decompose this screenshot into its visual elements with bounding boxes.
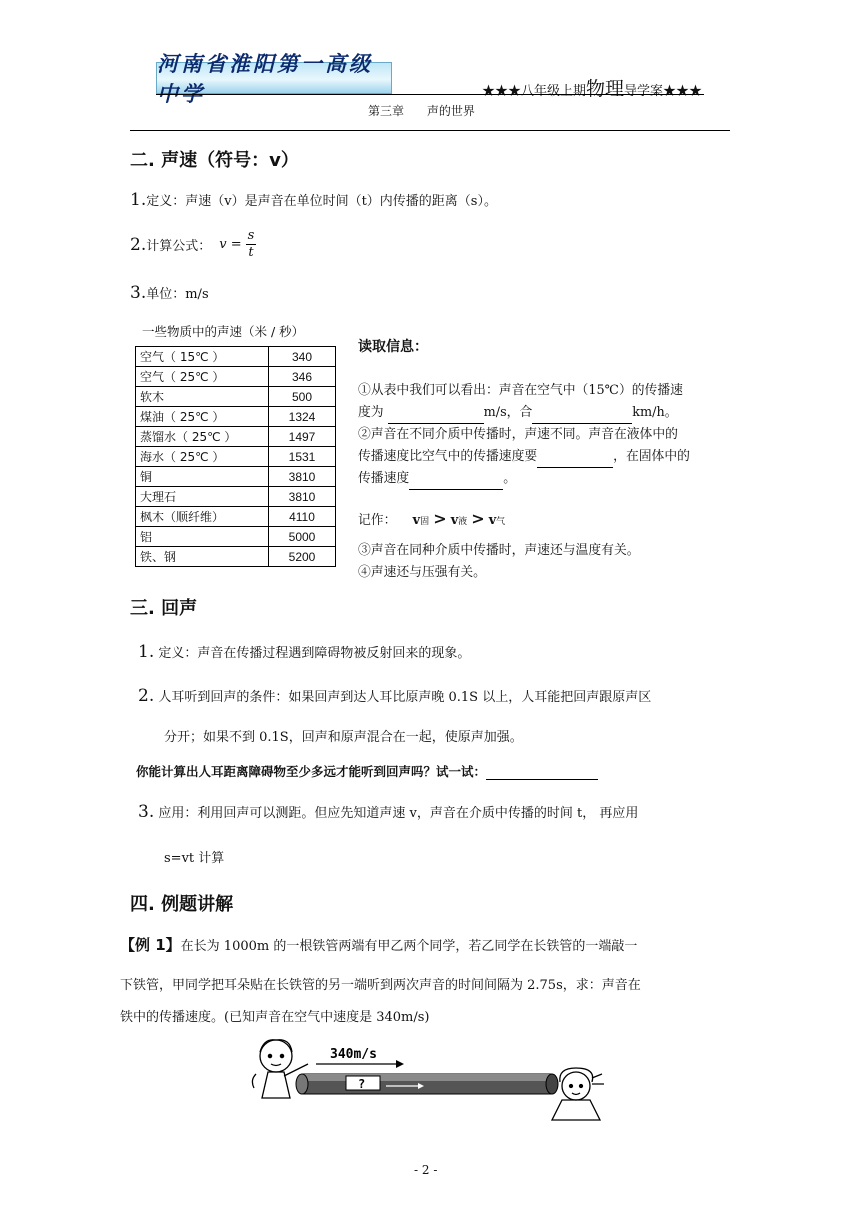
s2-item-3-num: 3. (130, 283, 147, 303)
reading-p3-pre: 传播速度 (358, 471, 410, 486)
header-subject: 物理 (586, 78, 625, 100)
medium-cell: 大理石 (136, 487, 269, 507)
speed-cell: 1531 (269, 447, 336, 467)
speed-table-row (136, 547, 336, 567)
s2-item-1-num: 1. (130, 190, 147, 210)
fig-air-speed: 340m/s (330, 1047, 377, 1062)
blank-air-speed-ms[interactable] (388, 409, 484, 424)
speed-table-row (136, 487, 336, 507)
speed-table-row (136, 447, 336, 467)
example-1-label: 【例 1】 (120, 936, 181, 954)
speed-table-row (136, 427, 336, 447)
speed-cell: 5000 (269, 527, 336, 547)
speed-cell: 346 (269, 367, 336, 387)
s2-item-2 (130, 228, 256, 261)
note-gt-1: > (433, 509, 447, 528)
note-liquid: 液 (458, 517, 468, 527)
speed-table-row (136, 367, 336, 387)
speed-table-row (136, 467, 336, 487)
s3-item-3-cont: s=vt 计算 (164, 851, 225, 866)
s3-item-3-num: 3. (138, 802, 155, 822)
example-1-text-a: 在长为 1000m 的一根铁管两端有甲乙两个同学，若乙同学在长铁管的一端敲一 (180, 939, 638, 954)
note-gt-2: > (471, 509, 485, 528)
note-gas: 气 (496, 517, 506, 527)
example-figure (246, 1034, 616, 1124)
formula-fraction (246, 228, 257, 261)
s3-question (136, 762, 598, 780)
header-course-prefix: ★★★八年级上期 (482, 84, 587, 99)
speed-table-row (136, 387, 336, 407)
example-1-line-a (120, 934, 637, 955)
reading-p3 (358, 468, 734, 490)
medium-cell: 蒸馏水（ 25℃ ） (136, 427, 269, 447)
s2-item-3 (130, 283, 209, 303)
chapter-title: 声的世界 (426, 104, 475, 118)
reading-p1a: ①从表中我们可以看出：声音在空气中（15℃）的传播速 (358, 383, 683, 398)
reading-tail (358, 540, 734, 584)
formula-denominator: t (248, 245, 254, 260)
medium-cell: 铜 (136, 467, 269, 487)
medium-cell: 空气（ 25℃ ） (136, 367, 269, 387)
medium-cell: 煤油（ 25℃ ） (136, 407, 269, 427)
reading-p1b-pre: 度为 (358, 405, 384, 420)
s3-item-2 (138, 686, 651, 706)
header-rule (130, 130, 730, 131)
section-2-title: 二. 声速（符号：v） (130, 150, 299, 171)
reading-title: 读取信息： (358, 339, 428, 355)
reading-p4: ③声音在同种介质中传播时，声速还与温度有关。 (358, 543, 640, 558)
blank-liquid-compare[interactable] (537, 453, 613, 468)
note-v-solid: v (412, 513, 421, 528)
s3-item-2-cont: 分开；如果不到 0.1S，回声和原声混合在一起，使原声加强。 (164, 730, 523, 745)
blank-solid-compare[interactable] (409, 475, 503, 490)
speed-table-row (136, 507, 336, 527)
reading-p5: ④声速还与压强有关。 (358, 565, 486, 580)
medium-cell: 软木 (136, 387, 269, 407)
reading-p1b-mid: m/s，合 (483, 405, 533, 420)
speed-cell: 4110 (269, 507, 336, 527)
formula-lhs: v = (219, 237, 242, 252)
section-4-title: 四. 例题讲解 (130, 894, 234, 915)
speed-cell: 3810 (269, 487, 336, 507)
medium-cell: 铝 (136, 527, 269, 547)
speed-table-row (136, 527, 336, 547)
medium-cell: 海水（ 25℃ ） (136, 447, 269, 467)
example-1-line-b: 下铁管，甲同学把耳朵贴在长铁管的另一端听到两次声音的时间间隔为 2.75s，求：声音在 (120, 978, 641, 993)
reading-p2b-pre: 传播速度比空气中的传播速度要 (358, 449, 538, 464)
speed-cell: 3810 (269, 467, 336, 487)
note-v-liquid: v (450, 513, 459, 528)
reading-p1b-end: km/h。 (632, 405, 678, 420)
header-course (482, 74, 702, 101)
student-right-illustration (552, 1068, 604, 1120)
medium-cell: 枫木（顺纤维） (136, 507, 269, 527)
reading-p2b (358, 446, 734, 468)
s3-item-1-text: 定义：声音在传播过程遇到障碍物被反射回来的现象。 (158, 646, 471, 661)
s3-question-text: 你能计算出人耳距离障碍物至少多远才能听到回声吗？试一试： (136, 764, 487, 779)
chapter-line (368, 102, 475, 119)
speed-table-row (136, 407, 336, 427)
speed-table-wrap (135, 346, 336, 567)
page-number: - 2 - (414, 1163, 438, 1177)
note-label: 记作： (358, 513, 397, 528)
s2-item-1 (130, 190, 497, 210)
s3-item-1-num: 1. (138, 642, 155, 662)
s3-item-2-text-a: 人耳听到回声的条件：如果回声到达人耳比原声晚 0.1S 以上，人耳能把回声跟原声区 (158, 690, 652, 705)
s2-item-2-num: 2. (130, 234, 147, 255)
air-arrow-head (396, 1060, 404, 1068)
blank-air-speed-kmh[interactable] (532, 409, 632, 424)
speed-cell: 340 (269, 347, 336, 367)
formula-numerator: s (247, 228, 255, 243)
example-1-line-c: 铁中的传播速度。(已知声音在空气中速度是 340m/s) (120, 1010, 430, 1025)
medium-cell: 空气（ 15℃ ） (136, 347, 269, 367)
speed-cell: 5200 (269, 547, 336, 567)
reading-p1b (358, 402, 734, 424)
fig-pipe-label: ? (358, 1077, 366, 1091)
reading-note (358, 508, 734, 533)
s3-item-1 (138, 642, 470, 662)
s3-item-3-text-a: 应用：利用回声可以测距。但应先知道声速 v，声音在介质中传播的时间 t， 再应用 (158, 806, 639, 821)
s2-item-2-text: 计算公式： (146, 239, 212, 254)
s2-item-1-text: 定义：声速（v）是声音在单位时间（t）内传播的距离（s）。 (146, 194, 497, 209)
speed-cell: 500 (269, 387, 336, 407)
header-course-suffix: 导学案★★★ (624, 84, 703, 99)
section-3-title: 三. 回声 (130, 598, 198, 619)
school-logo (156, 51, 392, 106)
speed-table-title: 一些物质中的声速（米 / 秒） (142, 324, 305, 339)
s3-item-2-num: 2. (138, 686, 155, 706)
speed-cell: 1324 (269, 407, 336, 427)
blank-echo-distance[interactable] (486, 765, 598, 780)
chapter-number: 第三章 (368, 104, 405, 118)
iron-pipe (296, 1074, 558, 1094)
speed-table-row (136, 347, 336, 367)
reading-p2b-end: ，在固体中的 (613, 449, 690, 464)
s3-item-3 (138, 802, 638, 822)
note-v-gas: v (488, 513, 497, 528)
reading-block (358, 380, 734, 490)
school-logo-text: 河南省淮阳第一高级中学 (157, 51, 373, 106)
note-solid: 固 (420, 517, 430, 527)
header-divider (156, 94, 704, 95)
speed-table (135, 346, 336, 567)
reading-p3-end: 。 (503, 471, 516, 486)
speed-cell: 1497 (269, 427, 336, 447)
reading-p2a: ②声音在不同介质中传播时，声速不同。声音在液体中的 (358, 427, 678, 442)
s2-item-3-text: 单位：m/s (146, 287, 209, 302)
medium-cell: 铁、钢 (136, 547, 269, 567)
